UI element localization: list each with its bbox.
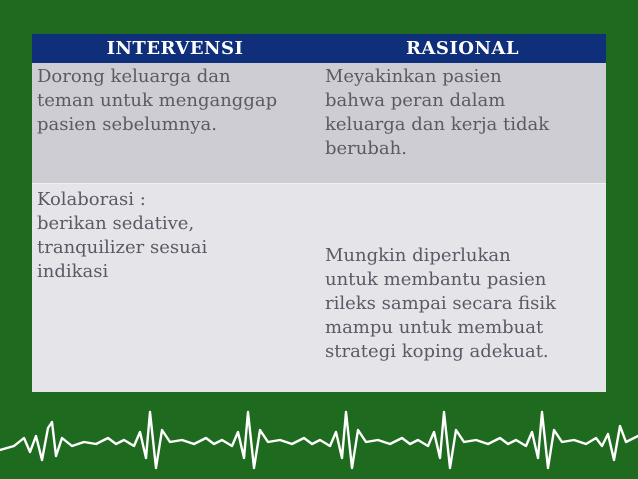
intervention-table <box>32 34 606 392</box>
ecg-heartbeat-icon <box>0 398 638 479</box>
rasional-text: Mungkin diperlukan untuk membantu pasien rileks sampai secara fisik mampu untuk membuat strategi koping adekuat. <box>325 245 557 362</box>
intervensi-text: Dorong keluarga dan teman untuk menganggap pasien sebelumnya. <box>37 66 278 135</box>
header-intervensi: INTERVENSI <box>106 38 244 59</box>
table-header-row <box>32 34 606 63</box>
rasional-cell <box>319 184 606 392</box>
intervensi-cell <box>32 63 319 183</box>
table-row <box>32 63 606 183</box>
rasional-cell <box>319 63 606 183</box>
intervensi-cell <box>32 184 319 392</box>
intervensi-text: Kolaborasi : berikan sedative, tranquilizer sesuai indikasi <box>37 189 208 282</box>
rasional-text: Meyakinkan pasien bahwa peran dalam keluarga dan kerja tidak berubah. <box>325 66 550 159</box>
table-row <box>32 183 606 392</box>
header-rasional: RASIONAL <box>405 38 520 59</box>
